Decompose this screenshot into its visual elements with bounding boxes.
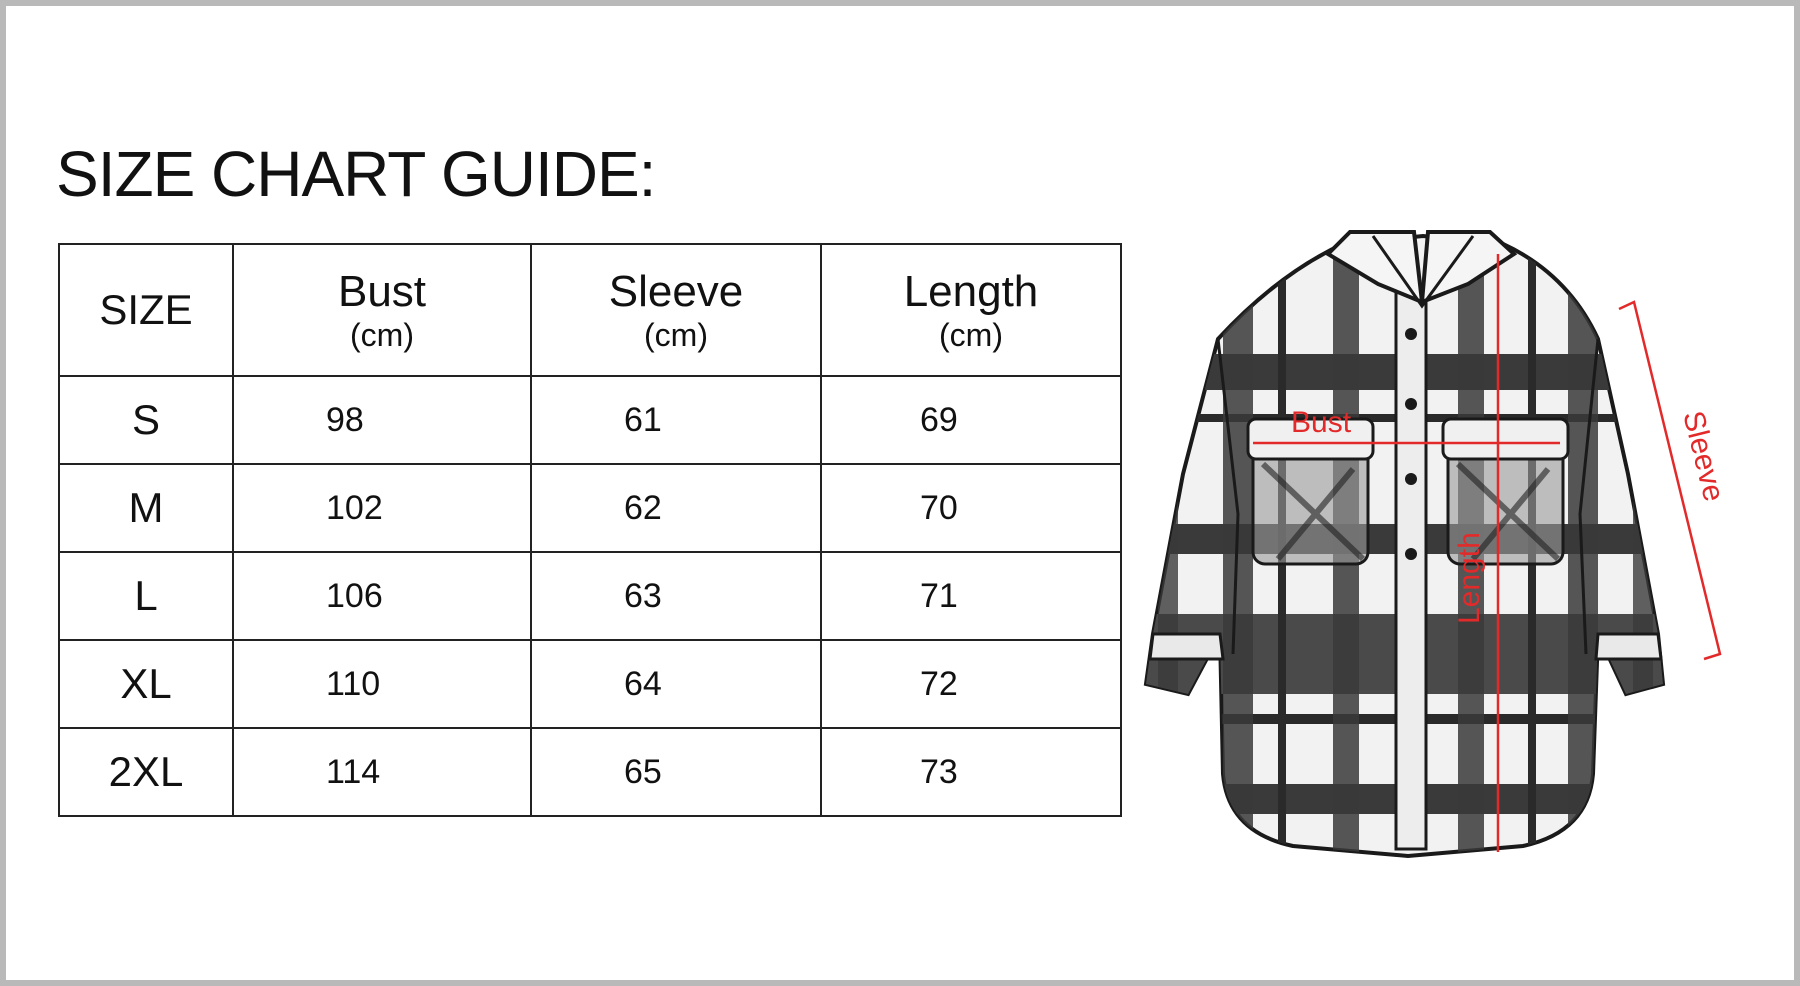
size-cell: 2XL bbox=[59, 728, 233, 816]
bust-cell: 102 bbox=[233, 464, 531, 552]
plaid-shirt-icon bbox=[1128, 214, 1731, 864]
sleeve-cell: 62 bbox=[531, 464, 821, 552]
table-row bbox=[59, 640, 1121, 728]
header-bust-unit: (cm) bbox=[350, 317, 414, 353]
header-length-unit: (cm) bbox=[939, 317, 1003, 353]
length-label: Length bbox=[1453, 532, 1486, 624]
header-sleeve bbox=[531, 244, 821, 376]
header-bust bbox=[233, 244, 531, 376]
header-length-label: Length bbox=[903, 267, 1039, 316]
sleeve-cell: 61 bbox=[531, 376, 821, 464]
shirt-illustration bbox=[1128, 214, 1731, 864]
sleeve-cell: 64 bbox=[531, 640, 821, 728]
bust-cell: 114 bbox=[233, 728, 531, 816]
table-row bbox=[59, 464, 1121, 552]
size-chart-table bbox=[58, 243, 1122, 817]
size-cell: S bbox=[59, 376, 233, 464]
sleeve-cell: 63 bbox=[531, 552, 821, 640]
header-bust-label: Bust bbox=[337, 267, 427, 316]
header-size: SIZE bbox=[59, 244, 233, 376]
table-row bbox=[59, 552, 1121, 640]
header-sleeve-label: Sleeve bbox=[608, 267, 744, 316]
length-cell: 69 bbox=[821, 376, 1121, 464]
size-cell: M bbox=[59, 464, 233, 552]
size-cell: L bbox=[59, 552, 233, 640]
bust-label: Bust bbox=[1291, 406, 1352, 439]
header-length bbox=[821, 244, 1121, 376]
table-row bbox=[59, 728, 1121, 816]
length-cell: 73 bbox=[821, 728, 1121, 816]
bust-cell: 110 bbox=[233, 640, 531, 728]
sleeve-cell: 65 bbox=[531, 728, 821, 816]
length-cell: 71 bbox=[821, 552, 1121, 640]
sleeve-label: Sleeve bbox=[1676, 407, 1731, 505]
table-row bbox=[59, 376, 1121, 464]
length-cell: 70 bbox=[821, 464, 1121, 552]
length-cell: 72 bbox=[821, 640, 1121, 728]
page-title: SIZE CHART GUIDE: bbox=[56, 138, 656, 210]
header-sleeve-unit: (cm) bbox=[644, 317, 708, 353]
bust-cell: 106 bbox=[233, 552, 531, 640]
table-header-row bbox=[59, 244, 1121, 376]
size-cell: XL bbox=[59, 640, 233, 728]
bust-cell: 98 bbox=[233, 376, 531, 464]
